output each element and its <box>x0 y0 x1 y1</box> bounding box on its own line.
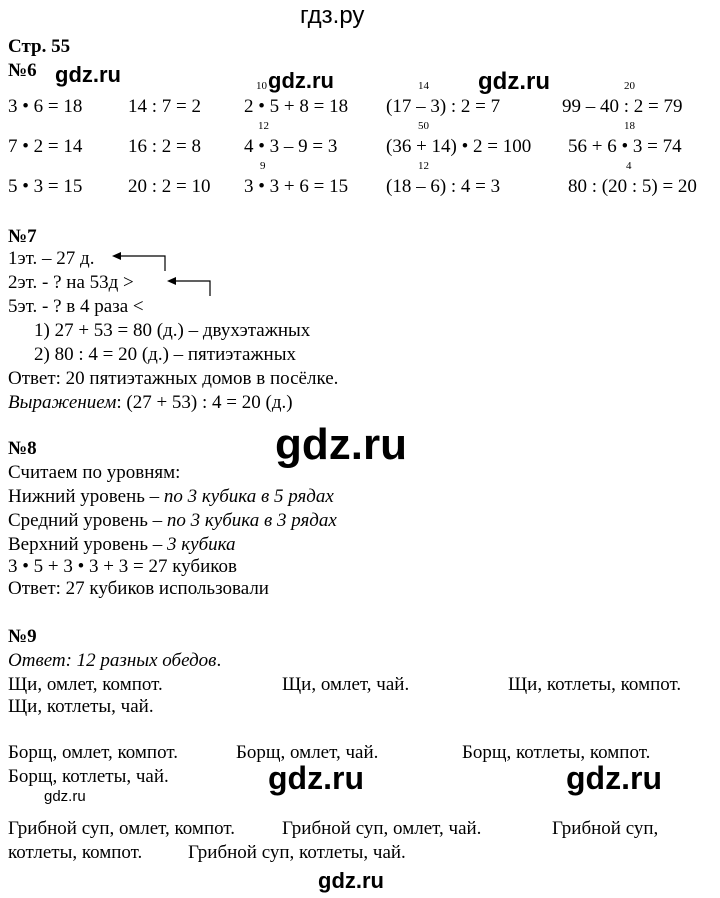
combination: Грибной суп, омлет, компот. <box>8 818 235 839</box>
answer: Ответ: 20 пятиэтажных домов в посёлке. <box>8 368 339 389</box>
intermediate-result: 10 <box>256 80 267 92</box>
expression-value: : (27 + 53) : 4 = 20 (д.) <box>116 392 293 413</box>
task6-label: №6 <box>8 60 37 81</box>
task6-expression: 56 + 6 • 3 = 74 <box>568 136 682 157</box>
intermediate-result: 14 <box>418 80 429 92</box>
answer: Ответ: 27 кубиков использовали <box>8 578 269 599</box>
task6-expression: 2 • 5 + 8 = 18 <box>244 96 349 117</box>
task6-expression: 3 • 6 = 18 <box>8 96 83 117</box>
level-name: Средний уровень – <box>8 510 167 531</box>
task6-expression: 7 • 2 = 14 <box>8 136 83 157</box>
expression-label: Выражением <box>8 392 117 413</box>
intermediate-result: 20 <box>624 80 635 92</box>
task9-label: №9 <box>8 626 37 647</box>
level-name: Верхний уровень – <box>8 534 167 555</box>
task6-expression: 20 : 2 = 10 <box>128 176 211 197</box>
level-desc: по 3 кубика в 5 рядах <box>163 486 334 507</box>
combination: Грибной суп, <box>552 818 659 839</box>
combination: Борщ, омлет, компот. <box>8 742 178 763</box>
watermark: gdz.ru <box>44 788 86 805</box>
intermediate-result: 4 <box>626 160 632 172</box>
task6-expression: 3 • 3 + 6 = 15 <box>244 176 349 197</box>
combination: Грибной суп, котлеты, чай. <box>188 842 406 863</box>
combination: котлеты, компот. <box>8 842 143 863</box>
watermark: gdz.ru <box>268 68 334 93</box>
level-desc: 3 кубика <box>167 534 236 555</box>
expression-line <box>8 392 293 414</box>
combination: Щи, котлеты, компот. <box>508 674 682 695</box>
task6-expression: (36 + 14) • 2 = 100 <box>386 136 532 157</box>
combination: Борщ, омлет, чай. <box>236 742 379 763</box>
answer: Ответ: 12 разных обедов. <box>8 650 222 671</box>
task6-expression: 16 : 2 = 8 <box>128 136 201 157</box>
watermark: gdz.ru <box>318 868 384 893</box>
condition-line: 5эт. - ? в 4 раза < <box>8 296 144 317</box>
condition-line: 2эт. - ? на 53д > <box>8 272 134 293</box>
combination: Борщ, котлеты, чай. <box>8 766 169 787</box>
task8-intro: Считаем по уровням: <box>8 462 181 483</box>
task7-label: №7 <box>8 226 37 247</box>
solution-step: 2) 80 : 4 = 20 (д.) – пятиэтажных <box>34 344 296 365</box>
calculation: 3 • 5 + 3 • 3 + 3 = 27 кубиков <box>8 556 237 577</box>
task6-expression: 5 • 3 = 15 <box>8 176 83 197</box>
combination: Щи, омлет, чай. <box>282 674 410 695</box>
task8-label: №8 <box>8 438 37 459</box>
combination: Грибной суп, омлет, чай. <box>282 818 482 839</box>
level-line <box>8 534 236 556</box>
combination: Борщ, котлеты, компот. <box>462 742 651 763</box>
level-name: Нижний уровень – <box>8 486 164 507</box>
watermark: gdz.ru <box>268 760 364 796</box>
intermediate-result: 12 <box>258 120 269 132</box>
task6-expression: (17 – 3) : 2 = 7 <box>386 96 501 117</box>
condition-line: 1эт. – 27 д. <box>8 248 95 269</box>
task6-expression: 14 : 7 = 2 <box>128 96 201 117</box>
site-header: гдз.ру <box>300 2 365 29</box>
intermediate-result: 9 <box>260 160 266 172</box>
task6-expression: 4 • 3 – 9 = 3 <box>244 136 338 157</box>
watermark: gdz.ru <box>566 760 662 796</box>
intermediate-result: 18 <box>624 120 635 132</box>
combination: Щи, котлеты, чай. <box>8 696 154 717</box>
combination: Щи, омлет, компот. <box>8 674 163 695</box>
page-label: Стр. 55 <box>8 36 71 57</box>
solution-step: 1) 27 + 53 = 80 (д.) – двухэтажных <box>34 320 311 341</box>
task6-expression: 80 : (20 : 5) = 20 <box>568 176 697 197</box>
task6-expression: (18 – 6) : 4 = 3 <box>386 176 501 197</box>
level-line <box>8 510 337 532</box>
intermediate-result: 12 <box>418 160 429 172</box>
task6-expression: 99 – 40 : 2 = 79 <box>562 96 683 117</box>
watermark: gdz.ru <box>478 68 550 95</box>
watermark: gdz.ru <box>55 62 121 87</box>
intermediate-result: 50 <box>418 120 429 132</box>
watermark: gdz.ru <box>275 420 407 469</box>
level-desc: по 3 кубика в 3 рядах <box>166 510 337 531</box>
level-line <box>8 486 334 508</box>
